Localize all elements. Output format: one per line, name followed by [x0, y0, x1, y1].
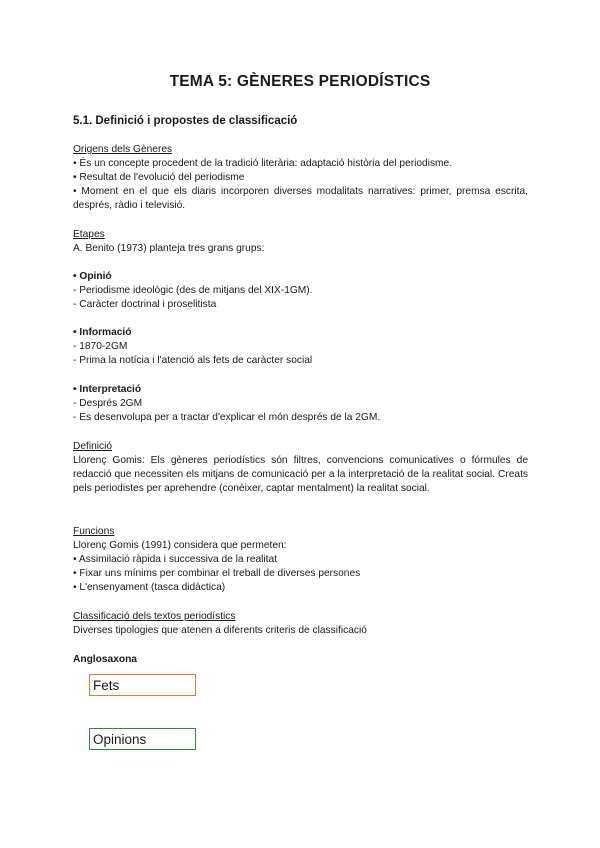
definicio-block	[73, 440, 528, 496]
funcions-heading: Funcions	[73, 526, 115, 537]
origens-heading: Origens dels Gèneres	[73, 144, 173, 155]
etapes-block	[73, 228, 528, 256]
group-line: - Caràcter doctrinal i proselitista	[73, 299, 217, 310]
group-line: - Periodisme ideològic (des de mitjans del XIX-1GM).	[73, 285, 313, 296]
anglosaxona-label: Anglosaxona	[73, 654, 137, 665]
list-item: • Fixar uns mínims per combinar el treball de diverses persones	[73, 568, 361, 579]
list-item: • L'ensenyament (tasca didàctica)	[73, 582, 226, 593]
group-name: • Informació	[73, 327, 132, 338]
fets-box: Fets	[89, 674, 196, 696]
classificacio-text: Diverses tipologies que atenen a diferents criteris de classificació	[73, 625, 367, 636]
group-interpretacio	[73, 383, 528, 425]
list-item: • Moment en el que els diaris incorporen diverses modalitats narratives: primer, premsa escrita, després, ràdio i televisió.	[73, 186, 528, 211]
document-title: TEMA 5: GÈNERES PERIODÍSTICS	[169, 73, 431, 90]
definicio-heading: Definició	[73, 441, 113, 452]
list-item: • Resultat de l'evolució del periodisme	[73, 172, 245, 183]
section-title: 5.1. Definició i propostes de classificació	[73, 115, 298, 127]
opinions-box: Opinions	[89, 728, 196, 750]
funcions-intro: Llorenç Gomis (1991) considera que permeten:	[73, 540, 287, 551]
origens-block	[73, 143, 528, 213]
funcions-block	[73, 525, 528, 595]
etapes-heading: Etapes	[73, 229, 105, 240]
definicio-text: Llorenç Gomis: Els gèneres periodístics són filtres, convencions comunicatives o fórmules de redacció que necessiten els mitjans de comunicació per a la interpretació de la realitat social. Creats pels periodistes per aprehendre (conèixer, captar mentalment) la realitat social.	[73, 455, 528, 494]
group-line: - 1870-2GM	[73, 341, 128, 352]
group-name: • Opinió	[73, 271, 112, 282]
group-opinio	[73, 270, 528, 312]
group-name: • Interpretació	[73, 384, 142, 395]
classificacio-heading: Classificació dels textos periodístics	[73, 611, 236, 622]
list-item: • Assimilació ràpida i successiva de la realitat	[73, 554, 278, 565]
group-line: - Es desenvolupa per a tractar d'explicar el món després de la 2GM.	[73, 412, 381, 423]
etapes-intro: A. Benito (1973) planteja tres grans grups:	[73, 243, 265, 254]
group-line: - Després 2GM	[73, 398, 143, 409]
list-item: • És un concepte procedent de la tradició literària: adaptació història del periodisme.	[73, 158, 453, 169]
classificacio-block	[73, 610, 528, 638]
group-line: - Prima la notícia i l'atenció als fets de caràcter social	[73, 355, 313, 366]
group-informacio	[73, 326, 528, 368]
